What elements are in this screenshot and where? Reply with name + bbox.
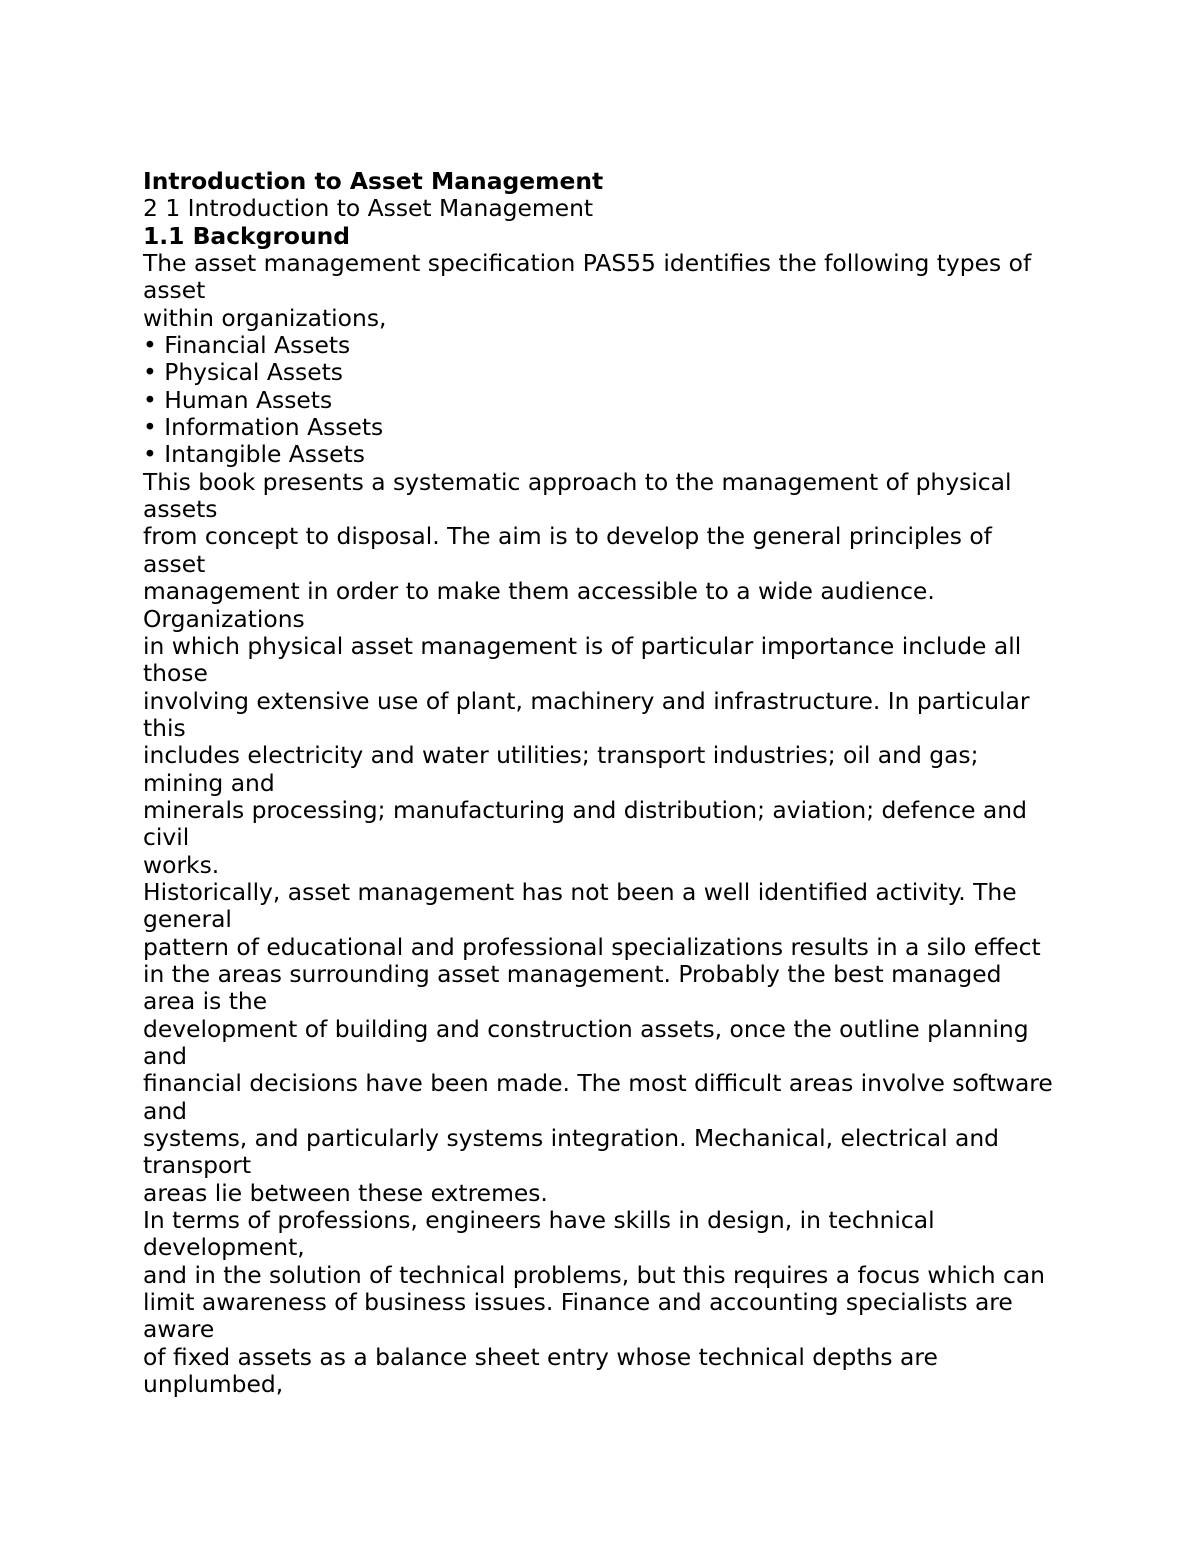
- bullet-item-physical: • Physical Assets: [143, 358, 343, 387]
- body-line: civil: [143, 823, 190, 852]
- body-line: from concept to disposal. The aim is to develop the general principles of: [143, 522, 992, 551]
- body-line: asset: [143, 276, 206, 305]
- body-line: development of building and construction assets, once the outline planning: [143, 1014, 1029, 1043]
- body-line: general: [143, 905, 232, 934]
- body-line: in the areas surrounding asset management. Probably the best managed: [143, 959, 1002, 988]
- body-line: involving extensive use of plant, machinery and infrastructure. In particular: [143, 686, 1030, 715]
- body-line: pattern of educational and professional specializations results in a silo effect: [143, 932, 1041, 961]
- body-line: and: [143, 1096, 188, 1125]
- section-heading: 1.1 Background: [143, 221, 351, 250]
- body-line: assets: [143, 495, 218, 524]
- body-line: Historically, asset management has not been a well identified activity. The: [143, 877, 1017, 906]
- body-line: transport: [143, 1151, 252, 1180]
- bullet-item-information: • Information Assets: [143, 413, 384, 442]
- bullet-item-human: • Human Assets: [143, 385, 333, 414]
- body-line: systems, and particularly systems integration. Mechanical, electrical and: [143, 1124, 1000, 1153]
- bullet-item-financial: • Financial Assets: [143, 331, 351, 360]
- document-title: Introduction to Asset Management: [143, 167, 604, 195]
- body-line: This book presents a systematic approach to the management of physical: [143, 467, 1012, 496]
- body-line: and in the solution of technical problems, but this requires a focus which can: [143, 1260, 1045, 1289]
- body-line: limit awareness of business issues. Finance and accounting specialists are: [143, 1288, 1013, 1317]
- body-line: areas lie between these extremes.: [143, 1178, 548, 1207]
- body-line: and: [143, 1042, 188, 1070]
- body-line: In terms of professions, engineers have skills in design, in technical: [143, 1206, 935, 1235]
- body-line: within organizations,: [143, 303, 387, 332]
- body-line: of fixed assets as a balance sheet entry whose technical depths are: [143, 1342, 938, 1371]
- document-subtitle: 2 1 Introduction to Asset Management: [143, 194, 594, 223]
- body-line: financial decisions have been made. The most difficult areas involve software: [143, 1069, 1053, 1098]
- bullet-item-intangible: • Intangible Assets: [143, 440, 365, 469]
- body-line: includes electricity and water utilities; transport industries; oil and gas;: [143, 741, 979, 770]
- body-line: Organizations: [143, 604, 305, 633]
- body-line: this: [143, 713, 186, 742]
- body-line: area is the: [143, 987, 268, 1016]
- body-line: mining and: [143, 768, 275, 797]
- body-line: in which physical asset management is of particular importance include all: [143, 631, 1022, 660]
- body-line: those: [143, 659, 208, 688]
- body-line: development,: [143, 1233, 305, 1262]
- body-line: aware: [143, 1315, 215, 1344]
- body-line: management in order to make them accessible to a wide audience.: [143, 577, 935, 606]
- body-line: works.: [143, 850, 220, 879]
- body-line: asset: [143, 549, 206, 578]
- body-line: unplumbed,: [143, 1370, 284, 1399]
- document-body: [143, 168, 1083, 1398]
- body-line: The asset management specification PAS55 identifies the following types of: [143, 249, 1032, 278]
- body-line: minerals processing; manufacturing and distribution; aviation; defence and: [143, 795, 1027, 824]
